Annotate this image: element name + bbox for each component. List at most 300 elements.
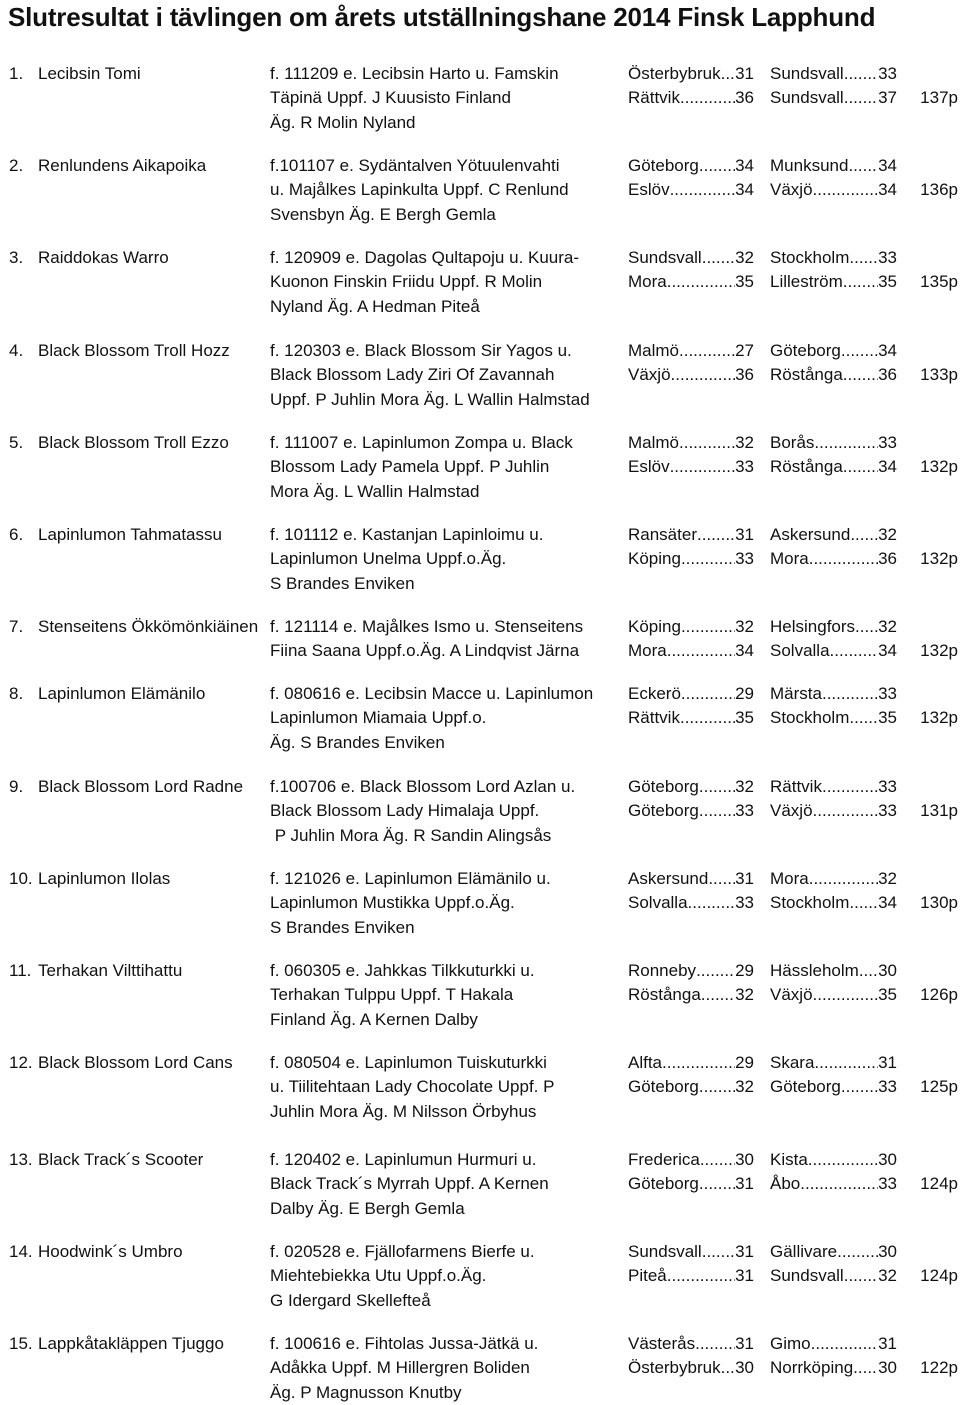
pedigree-line: f. 111007 e. Lapinlumon Zompa u. Black bbox=[270, 433, 573, 452]
show-results-column bbox=[628, 431, 754, 480]
rank: 13. bbox=[9, 1150, 33, 1169]
show-place: Mora bbox=[770, 869, 809, 888]
show-place: Lilleström bbox=[770, 272, 843, 292]
show-place: Göteborg bbox=[628, 156, 699, 175]
pedigree-info bbox=[270, 431, 573, 504]
show-results-column bbox=[770, 62, 897, 111]
show-result bbox=[770, 891, 897, 915]
pedigree-line: Finland Äg. A Kernen Dalby bbox=[270, 1009, 478, 1029]
show-result bbox=[770, 363, 897, 387]
leader-dots bbox=[859, 959, 878, 983]
show-score: 35 bbox=[878, 708, 897, 728]
show-result bbox=[770, 706, 897, 730]
show-results-column bbox=[628, 682, 754, 731]
pedigree-line: P Juhlin Mora Äg. R Sandin Alingsås bbox=[270, 825, 552, 845]
show-result bbox=[628, 983, 754, 1007]
rank: 2. bbox=[9, 156, 24, 175]
show-score: 30 bbox=[878, 1150, 897, 1169]
leader-dots bbox=[671, 363, 736, 387]
show-results-column bbox=[770, 615, 897, 664]
dog-name: Lapinlumon Elämänilo bbox=[38, 684, 206, 703]
rank: 11. bbox=[9, 961, 32, 980]
dog-name: Lapinlumon Tahmatassu bbox=[38, 525, 222, 544]
show-result bbox=[628, 62, 754, 86]
show-score: 32 bbox=[878, 1266, 897, 1286]
pedigree-line: Kuonon Finskin Friidu Uppf. R Molin bbox=[270, 272, 543, 292]
show-place: Göteborg bbox=[628, 801, 699, 821]
show-score: 33 bbox=[735, 457, 754, 477]
show-result bbox=[628, 959, 754, 983]
show-results-column bbox=[770, 154, 897, 203]
show-place: Eslöv bbox=[628, 180, 670, 200]
show-results-column bbox=[628, 959, 754, 1008]
leader-dots bbox=[681, 615, 735, 639]
pedigree-line: Dalby Äg. E Bergh Gemla bbox=[270, 1198, 465, 1218]
show-place: Märsta bbox=[770, 684, 822, 703]
show-score: 32 bbox=[878, 525, 897, 544]
show-score: 32 bbox=[735, 777, 754, 796]
show-score: 34 bbox=[878, 180, 897, 200]
show-result bbox=[628, 639, 754, 663]
leader-dots bbox=[680, 706, 735, 730]
show-score: 32 bbox=[735, 617, 754, 636]
leader-dots bbox=[849, 891, 878, 915]
pedigree-line: Äg. S Brandes Enviken bbox=[270, 732, 445, 752]
show-place: Solvalla bbox=[770, 641, 830, 661]
pedigree-line: Mora Äg. L Wallin Halmstad bbox=[270, 481, 480, 501]
pedigree-line: Fiina Saana Uppf.o.Äg. A Lindqvist Järna bbox=[270, 641, 580, 661]
leader-dots bbox=[853, 1356, 878, 1380]
show-score: 35 bbox=[735, 272, 754, 292]
leader-dots bbox=[696, 959, 735, 983]
show-result bbox=[628, 270, 754, 294]
pedigree-info bbox=[270, 339, 590, 412]
dog-name: Black Blossom Troll Hozz bbox=[38, 341, 230, 360]
pedigree-line: f. 101112 e. Kastanjan Lapinloimu u. bbox=[270, 525, 544, 544]
pedigree-line: Adåkka Uppf. M Hillergren Boliden bbox=[270, 1358, 530, 1378]
show-score: 32 bbox=[878, 869, 897, 888]
rank: 12. bbox=[9, 1053, 33, 1072]
dog-name: Stenseitens Ökkömönkiäinen bbox=[38, 617, 259, 636]
show-result bbox=[628, 891, 754, 915]
pedigree-info bbox=[270, 1051, 554, 1124]
rank: 4. bbox=[9, 341, 24, 360]
show-place: Helsingfors bbox=[770, 617, 856, 636]
show-score: 35 bbox=[878, 272, 897, 292]
dog-name: Lecibsin Tomi bbox=[38, 64, 141, 83]
show-result bbox=[628, 154, 754, 178]
leader-dots bbox=[822, 682, 878, 706]
show-score: 31 bbox=[735, 1266, 754, 1286]
rank: 8. bbox=[9, 684, 24, 703]
show-result bbox=[770, 246, 897, 270]
pedigree-line: Lapinlumon Mustikka Uppf.o.Äg. bbox=[270, 893, 515, 913]
leader-dots bbox=[849, 246, 878, 270]
leader-dots bbox=[843, 363, 878, 387]
rank: 9. bbox=[9, 777, 24, 796]
show-results-column bbox=[770, 1148, 897, 1197]
rank: 10. bbox=[9, 869, 33, 888]
leader-dots bbox=[721, 1356, 735, 1380]
dog-name: Black Track´s Scooter bbox=[38, 1150, 204, 1169]
pedigree-info bbox=[270, 154, 569, 227]
show-result bbox=[628, 363, 754, 387]
show-place: Ransäter bbox=[628, 525, 697, 544]
show-score: 33 bbox=[735, 801, 754, 821]
leader-dots bbox=[822, 775, 878, 799]
leader-dots bbox=[830, 639, 879, 663]
show-result bbox=[628, 1075, 754, 1099]
leader-dots bbox=[844, 62, 878, 86]
page-title: Slutresultat i tävlingen om årets utställningshane 2014 Finsk Lapphund bbox=[8, 2, 876, 32]
show-result bbox=[770, 455, 897, 479]
show-result bbox=[628, 86, 754, 110]
leader-dots bbox=[695, 1332, 735, 1356]
show-score: 36 bbox=[735, 365, 754, 385]
show-score: 31 bbox=[735, 525, 754, 544]
show-results-column bbox=[770, 775, 897, 824]
pedigree-line: f. 120909 e. Dagolas Qultapoju u. Kuura- bbox=[270, 248, 580, 267]
show-score: 33 bbox=[878, 248, 897, 267]
show-score: 30 bbox=[878, 961, 897, 980]
pedigree-line: Black Blossom Lady Himalaja Uppf. bbox=[270, 801, 540, 821]
pedigree-line: Äg. R Molin Nyland bbox=[270, 112, 416, 132]
show-place: Borås bbox=[770, 433, 815, 452]
leader-dots bbox=[848, 154, 878, 178]
show-result bbox=[770, 799, 897, 823]
show-result bbox=[770, 523, 897, 547]
leader-dots bbox=[837, 1240, 878, 1264]
show-place: Göteborg bbox=[628, 1077, 699, 1097]
show-score: 30 bbox=[735, 1150, 754, 1169]
show-score: 36 bbox=[878, 549, 897, 569]
pedigree-line: Miehtebiekka Utu Uppf.o.Äg. bbox=[270, 1266, 487, 1286]
rank: 14. bbox=[9, 1242, 33, 1261]
show-score: 30 bbox=[735, 1358, 754, 1378]
show-result bbox=[770, 178, 897, 202]
show-place: Alfta bbox=[628, 1053, 663, 1072]
dog-name: Terhakan Vilttihattu bbox=[38, 961, 183, 980]
leader-dots bbox=[679, 431, 735, 455]
show-score: 36 bbox=[878, 365, 897, 385]
pedigree-line: Blossom Lady Pamela Uppf. P Juhlin bbox=[270, 457, 550, 477]
show-place: Göteborg bbox=[770, 341, 841, 360]
leader-dots bbox=[667, 639, 735, 663]
show-result bbox=[628, 1051, 754, 1075]
leader-dots bbox=[662, 1051, 735, 1075]
pedigree-line: Nyland Äg. A Hedman Piteå bbox=[270, 296, 480, 316]
show-score: 31 bbox=[878, 1334, 897, 1353]
show-result bbox=[628, 1332, 754, 1356]
total-points: 136p bbox=[920, 180, 958, 200]
show-place: Växjö bbox=[628, 365, 671, 385]
show-results-column bbox=[770, 523, 897, 572]
leader-dots bbox=[843, 270, 878, 294]
show-place: Köping bbox=[628, 549, 681, 569]
show-place: Röstånga bbox=[628, 985, 701, 1005]
leader-dots bbox=[699, 1172, 735, 1196]
show-score: 32 bbox=[735, 248, 754, 267]
show-score: 33 bbox=[878, 801, 897, 821]
show-score: 29 bbox=[735, 1053, 754, 1072]
pedigree-line: S Brandes Enviken bbox=[270, 917, 415, 937]
show-place: Ronneby bbox=[628, 961, 697, 980]
show-result bbox=[628, 1172, 754, 1196]
total-points: 133p bbox=[920, 365, 958, 385]
show-result bbox=[770, 1051, 897, 1075]
show-score: 31 bbox=[735, 1334, 754, 1353]
show-result bbox=[770, 1240, 897, 1264]
show-results-column bbox=[628, 1332, 754, 1381]
show-place: Kista bbox=[770, 1150, 808, 1169]
pedigree-info bbox=[270, 246, 579, 319]
total-points: 132p bbox=[920, 641, 958, 661]
total-points: 122p bbox=[920, 1358, 958, 1378]
leader-dots bbox=[809, 547, 878, 571]
show-results-column bbox=[628, 1148, 754, 1197]
show-results-column bbox=[628, 62, 754, 111]
show-score: 30 bbox=[878, 1242, 897, 1261]
show-result bbox=[770, 1264, 897, 1288]
pedigree-info bbox=[270, 615, 583, 664]
leader-dots bbox=[813, 983, 879, 1007]
leader-dots bbox=[699, 775, 735, 799]
pedigree-info bbox=[270, 867, 551, 940]
leader-dots bbox=[699, 799, 735, 823]
show-score: 33 bbox=[878, 433, 897, 452]
pedigree-line: S Brandes Enviken bbox=[270, 573, 415, 593]
show-place: Rättvik bbox=[628, 708, 680, 728]
leader-dots bbox=[850, 523, 878, 547]
show-results-column bbox=[770, 867, 897, 916]
show-result bbox=[628, 1148, 754, 1172]
dog-name: Lapinlumon Ilolas bbox=[38, 869, 171, 888]
show-place: Österbybruk bbox=[628, 64, 721, 83]
leader-dots bbox=[702, 1240, 735, 1264]
show-result bbox=[628, 246, 754, 270]
show-results-column bbox=[770, 1332, 897, 1381]
pedigree-line: f. 080504 e. Lapinlumon Tuiskuturkki bbox=[270, 1053, 547, 1072]
total-points: 125p bbox=[920, 1077, 958, 1097]
pedigree-line: Äg. P Magnusson Knutby bbox=[270, 1382, 462, 1402]
show-score: 27 bbox=[735, 341, 754, 360]
show-score: 35 bbox=[878, 985, 897, 1005]
dog-name: Hoodwink´s Umbro bbox=[38, 1242, 183, 1261]
show-results-column bbox=[628, 1051, 754, 1100]
dog-name: Black Blossom Lord Radne bbox=[38, 777, 244, 796]
pedigree-info bbox=[270, 1240, 535, 1313]
pedigree-line: Lapinlumon Miamaia Uppf.o. bbox=[270, 708, 487, 728]
pedigree-line: u. Majålkes Lapinkulta Uppf. C Renlund bbox=[270, 180, 569, 200]
show-score: 33 bbox=[878, 1174, 897, 1194]
show-place: Mora bbox=[628, 641, 667, 661]
show-score: 31 bbox=[735, 1242, 754, 1261]
show-results-column bbox=[770, 1240, 897, 1289]
show-place: Göteborg bbox=[628, 777, 699, 796]
pedigree-line: Terhakan Tulppu Uppf. T Hakala bbox=[270, 985, 514, 1005]
pedigree-line: Black Track´s Myrrah Uppf. A Kernen bbox=[270, 1174, 549, 1194]
leader-dots bbox=[699, 1075, 735, 1099]
show-result bbox=[770, 1172, 897, 1196]
show-place: Munksund bbox=[770, 156, 849, 175]
leader-dots bbox=[699, 154, 735, 178]
show-place: Stockholm bbox=[770, 893, 850, 913]
show-score: 33 bbox=[735, 549, 754, 569]
total-points: 132p bbox=[920, 549, 958, 569]
dog-name: Renlundens Aikapoika bbox=[38, 156, 207, 175]
show-score: 33 bbox=[878, 1077, 897, 1097]
total-points: 137p bbox=[920, 88, 958, 108]
leader-dots bbox=[843, 455, 878, 479]
leader-dots bbox=[697, 523, 735, 547]
dog-name: Black Blossom Lord Cans bbox=[38, 1053, 233, 1072]
show-place: Stockholm bbox=[770, 708, 850, 728]
leader-dots bbox=[811, 1332, 878, 1356]
show-place: Österbybruk bbox=[628, 1358, 721, 1378]
show-place: Malmö bbox=[628, 341, 680, 360]
pedigree-info bbox=[270, 775, 575, 848]
show-result bbox=[770, 959, 897, 983]
pedigree-line: f. 120402 e. Lapinlumun Hurmuri u. bbox=[270, 1150, 537, 1169]
show-score: 34 bbox=[735, 156, 754, 175]
show-result bbox=[628, 775, 754, 799]
pedigree-line: f. 020528 e. Fjällofarmens Bierfe u. bbox=[270, 1242, 535, 1261]
rank: 15. bbox=[9, 1334, 33, 1353]
leader-dots bbox=[681, 682, 735, 706]
show-place: Röstånga bbox=[770, 365, 843, 385]
rank: 6. bbox=[9, 525, 24, 544]
leader-dots bbox=[670, 178, 736, 202]
rank: 7. bbox=[9, 617, 24, 636]
total-points: 124p bbox=[920, 1266, 958, 1286]
pedigree-info bbox=[270, 1148, 549, 1221]
rank: 5. bbox=[9, 433, 24, 452]
show-results-column bbox=[770, 246, 897, 295]
show-results-column bbox=[770, 682, 897, 731]
show-result bbox=[628, 1264, 754, 1288]
show-score: 35 bbox=[735, 708, 754, 728]
show-results-column bbox=[628, 154, 754, 203]
leader-dots bbox=[700, 1148, 735, 1172]
show-result bbox=[628, 523, 754, 547]
leader-dots bbox=[721, 62, 735, 86]
show-score: 33 bbox=[878, 64, 897, 83]
total-points: 135p bbox=[920, 272, 958, 292]
pedigree-line: f. 111209 e. Lecibsin Harto u. Famskin bbox=[270, 64, 559, 83]
total-points: 132p bbox=[920, 457, 958, 477]
rank: 1. bbox=[9, 64, 24, 83]
leader-dots bbox=[844, 86, 878, 110]
pedigree-line: Lapinlumon Unelma Uppf.o.Äg. bbox=[270, 549, 507, 569]
leader-dots bbox=[702, 246, 735, 270]
show-result bbox=[770, 867, 897, 891]
leader-dots bbox=[855, 615, 878, 639]
pedigree-line: Svensbyn Äg. E Bergh Gemla bbox=[270, 204, 496, 224]
show-result bbox=[628, 799, 754, 823]
show-result bbox=[628, 615, 754, 639]
leader-dots bbox=[814, 431, 878, 455]
show-result bbox=[628, 682, 754, 706]
leader-dots bbox=[808, 1148, 878, 1172]
pedigree-line: G Idergard Skellefteå bbox=[270, 1290, 431, 1310]
show-result bbox=[770, 270, 897, 294]
leader-dots bbox=[809, 867, 878, 891]
show-result bbox=[770, 615, 897, 639]
show-result bbox=[628, 1240, 754, 1264]
pedigree-line: Juhlin Mora Äg. M Nilsson Örbyhus bbox=[270, 1101, 537, 1121]
show-score: 32 bbox=[878, 617, 897, 636]
show-place: Hässleholm bbox=[770, 961, 859, 980]
show-place: Solvalla bbox=[628, 893, 688, 913]
show-score: 34 bbox=[735, 180, 754, 200]
leader-dots bbox=[849, 706, 878, 730]
show-place: Norrköping bbox=[770, 1358, 854, 1378]
show-place: Göteborg bbox=[628, 1174, 699, 1194]
show-score: 33 bbox=[878, 777, 897, 796]
dog-name: Lappkåtakläppen Tjuggo bbox=[38, 1334, 224, 1353]
show-results-column bbox=[628, 1240, 754, 1289]
leader-dots bbox=[813, 799, 879, 823]
leader-dots bbox=[841, 1075, 878, 1099]
pedigree-line: f.101107 e. Sydäntalven Yötuulenvahti bbox=[270, 156, 560, 175]
show-results-column bbox=[628, 775, 754, 824]
pedigree-line: Uppf. P Juhlin Mora Äg. L Wallin Halmstad bbox=[270, 389, 590, 409]
show-place: Malmö bbox=[628, 433, 680, 452]
show-score: 31 bbox=[735, 869, 754, 888]
show-place: Mora bbox=[770, 549, 809, 569]
show-place: Sundsvall bbox=[628, 1242, 702, 1261]
dog-name: Raiddokas Warro bbox=[38, 248, 169, 267]
show-score: 31 bbox=[878, 1053, 897, 1072]
leader-dots bbox=[667, 270, 735, 294]
show-score: 34 bbox=[878, 457, 897, 477]
show-score: 33 bbox=[735, 893, 754, 913]
show-result bbox=[770, 639, 897, 663]
show-place: Skara bbox=[770, 1053, 815, 1072]
leader-dots bbox=[708, 867, 735, 891]
pedigree-info bbox=[270, 523, 543, 596]
show-result bbox=[770, 1148, 897, 1172]
show-place: Sundsvall bbox=[770, 64, 844, 83]
pedigree-line: Black Blossom Lady Ziri Of Zavannah bbox=[270, 365, 555, 385]
show-place: Gällivare bbox=[770, 1242, 838, 1261]
show-score: 34 bbox=[878, 641, 897, 661]
leader-dots bbox=[814, 1051, 878, 1075]
show-place: Köping bbox=[628, 617, 681, 636]
pedigree-line: u. Tiilitehtaan Lady Chocolate Uppf. P bbox=[270, 1077, 555, 1097]
show-place: Växjö bbox=[770, 180, 813, 200]
total-points: 126p bbox=[920, 985, 958, 1005]
show-score: 33 bbox=[878, 684, 897, 703]
show-score: 29 bbox=[735, 961, 754, 980]
show-result bbox=[770, 682, 897, 706]
leader-dots bbox=[701, 983, 735, 1007]
total-points: 124p bbox=[920, 1174, 958, 1194]
show-place: Askersund bbox=[628, 869, 709, 888]
show-score: 34 bbox=[878, 156, 897, 175]
total-points: 132p bbox=[920, 708, 958, 728]
show-place: Växjö bbox=[770, 801, 813, 821]
show-place: Sundsvall bbox=[770, 1266, 844, 1286]
pedigree-line: f. 080616 e. Lecibsin Macce u. Lapinlumon bbox=[270, 684, 594, 703]
show-result bbox=[628, 706, 754, 730]
show-place: Rättvik bbox=[770, 777, 822, 796]
show-result bbox=[770, 1332, 897, 1356]
show-result bbox=[770, 1356, 897, 1380]
show-place: Frederica bbox=[628, 1150, 700, 1169]
show-place: Sundsvall bbox=[770, 88, 844, 108]
show-result bbox=[770, 339, 897, 363]
